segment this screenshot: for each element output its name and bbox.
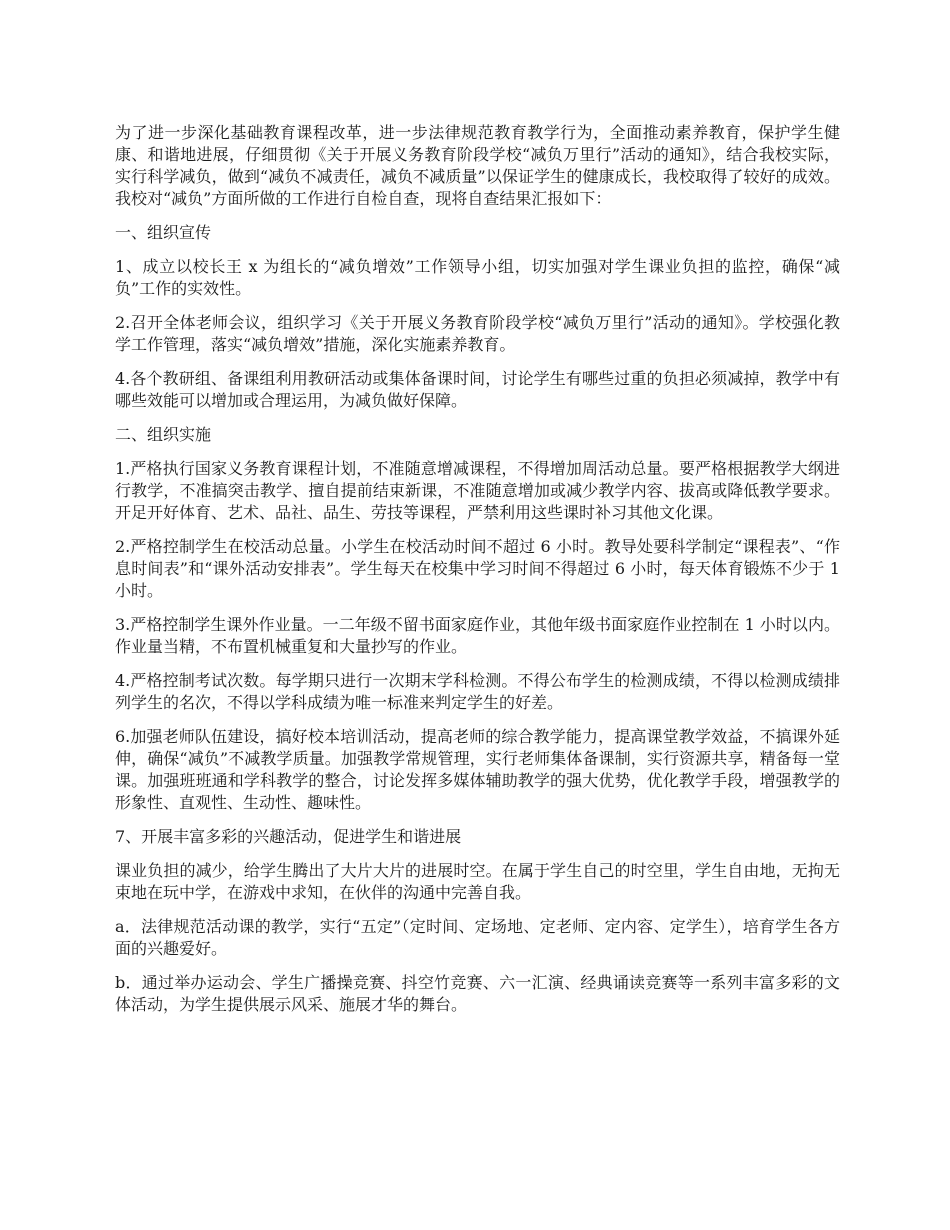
section-heading-organization: 一、组织宣传 xyxy=(115,223,212,242)
paragraph-activity-time: 2.严格控制学生在校活动总量。小学生在校活动时间不超过 6 小时。教导处要科学制定“课程表”、“作息时间表”和“课外活动安排表”。学生每天在校集中学习时间不得超过 6 小时，每天体育锻炼不少于 1 小时。 xyxy=(115,537,840,600)
paragraph-leading-group: 1、成立以校长王 x 为组长的“减负增效”工作领导小组，切实加强对学生课业负担的监控，确保“减负”工作的实效性。 xyxy=(115,257,840,298)
paragraph-five-fixed: a．法律规范活动课的教学，实行“五定”（定时间、定场地、定老师、定内容、定学生），培育学生各方面的兴趣爱好。 xyxy=(115,917,840,958)
section-heading-implementation: 二、组织实施 xyxy=(115,425,212,444)
paragraph-cultural-events: b．通过举办运动会、学生广播操竞赛、抖空竹竞赛、六一汇演、经典诵读竞赛等一系列丰富多彩的文体活动，为学生提供展示风采、施展才华的舞台。 xyxy=(115,973,840,1014)
intro-paragraph: 为了进一步深化基础教育课程改革，进一步法律规范教育教学行为，全面推动素养教育，保护学生健康、和谐地进展，仔细贯彻《关于开展义务教育阶段学校“减负万里行”活动的通知》，结合我校实际，实行科学减负，做到“减负不减责任，减负不减质量”以保证学生的健康成长，我校取得了较好的成效。我校对“减负”方面所做的工作进行自检自查，现将自查结果汇报如下： xyxy=(115,123,840,208)
paragraph-development-time: 课业负担的减少，给学生腾出了大片大片的进展时空。在属于学生自己的时空里，学生自由地，无拘无束地在玩中学，在游戏中求知，在伙伴的沟通中完善自我。 xyxy=(115,861,840,902)
paragraph-teacher-training: 6.加强老师队伍建设，搞好校本培训活动，提高老师的综合教学能力，提高课堂教学效益，不搞课外延伸，确保“减负”不减教学质量。加强教学常规管理，实行老师集体备课制，实行资源共享，精备每一堂课。加强班班通和学科教学的整合，讨论发挥多媒体辅助教学的强大优势，优化教学手段，增强教学的形象性、直观性、生动性、趣味性。 xyxy=(115,727,840,812)
paragraph-teacher-meeting: 2.召开全体老师会议，组织学习《关于开展义务教育阶段学校“减负万里行”活动的通知》。学校强化教学工作管理，落实“减负增效”措施，深化实施素养教育。 xyxy=(115,313,840,354)
paragraph-exams: 4.严格控制考试次数。每学期只进行一次期末学科检测。不得公布学生的检测成绩，不得以检测成绩排列学生的名次，不得以学科成绩为唯一标准来判定学生的好差。 xyxy=(115,671,840,712)
document-body xyxy=(115,122,840,1028)
paragraph-curriculum-plan: 1.严格执行国家义务教育课程计划，不准随意增减课程，不得增加周活动总量。要严格根据教学大纲进行教学，不准搞突击教学、擅自提前结束新课，不准随意增加或减少教学内容、拔高或降低教学要求。开足开好体育、艺术、品社、品生、劳技等课程，严禁利用这些课时补习其他文化课。 xyxy=(115,459,840,522)
section-heading-activities: 7、开展丰富多彩的兴趣活动，促进学生和谐进展 xyxy=(115,827,462,846)
paragraph-research-groups: 4.各个教研组、备课组利用教研活动或集体备课时间，讨论学生有哪些过重的负担必须减掉，教学中有哪些效能可以增加或合理运用，为减负做好保障。 xyxy=(115,369,840,410)
paragraph-homework: 3.严格控制学生课外作业量。一二年级不留书面家庭作业，其他年级书面家庭作业控制在 1 小时以内。作业量当精，不布置机械重复和大量抄写的作业。 xyxy=(115,615,840,656)
